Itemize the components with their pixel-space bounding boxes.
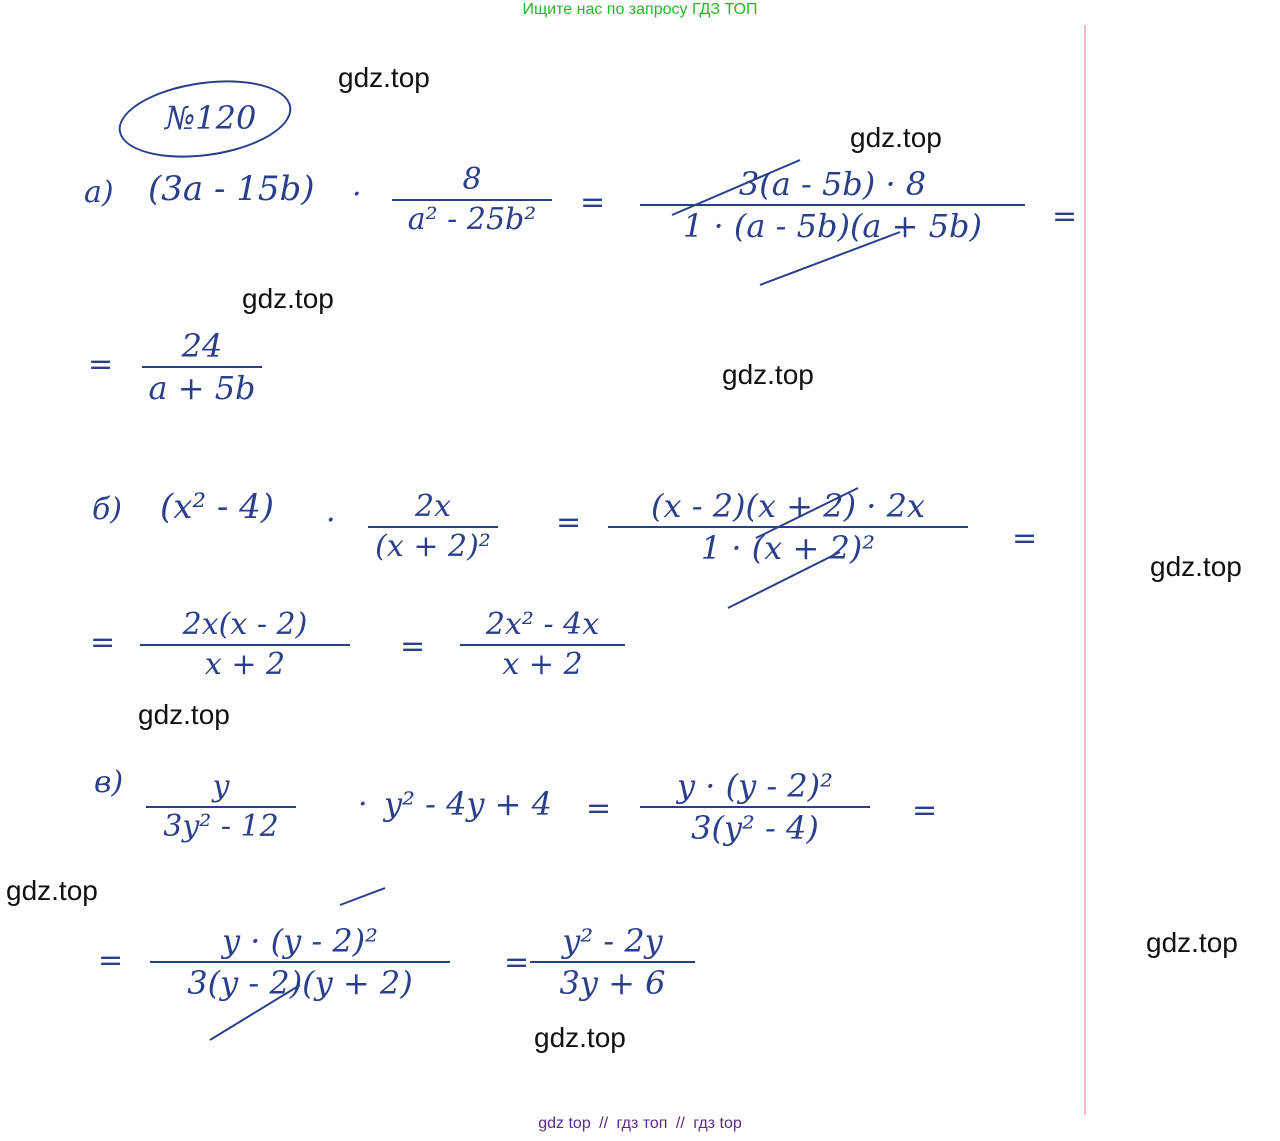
numerator: 24	[181, 327, 223, 365]
equals-sign: =	[586, 791, 612, 826]
cancel-stroke	[672, 160, 800, 215]
part-a-dot: ·	[352, 177, 362, 212]
footer-links	[0, 1115, 1280, 1133]
denominator: (x + 2)²	[375, 529, 491, 564]
watermark: gdz.top	[722, 359, 814, 390]
equals-sign: =	[98, 943, 124, 978]
part-b-dot: ·	[326, 503, 336, 538]
watermark: gdz.top	[242, 283, 334, 314]
equals-sign: =	[1052, 199, 1078, 234]
equals-sign: =	[912, 793, 938, 828]
part-a-factor: (3a - 15b)	[148, 169, 315, 209]
part-a-label: а)	[84, 175, 114, 210]
denominator: 1 · (x + 2)²	[700, 529, 876, 567]
equals-sign: =	[400, 629, 426, 664]
cancel-stroke	[728, 552, 840, 608]
equals-sign: =	[556, 505, 582, 540]
denominator: 3y² - 12	[163, 809, 279, 844]
numerator: y	[212, 769, 230, 804]
cancel-stroke	[210, 985, 300, 1040]
denominator: a + 5b	[148, 369, 256, 407]
part-b-label: б)	[92, 492, 123, 527]
watermark: gdz.top	[850, 122, 942, 153]
equals-sign: =	[90, 625, 116, 660]
numerator: 2x	[414, 489, 451, 524]
equals-sign: =	[580, 185, 606, 220]
watermark: gdz.top	[6, 875, 98, 906]
footer-link[interactable]: гдз top	[693, 1115, 742, 1132]
denominator: 3(y² - 4)	[691, 809, 819, 847]
part-c-dot: ·	[358, 787, 368, 822]
watermark: gdz.top	[1146, 927, 1238, 958]
footer-separator: //	[675, 1115, 685, 1132]
denominator: x + 2	[502, 647, 583, 682]
cancel-stroke	[756, 488, 858, 538]
denominator: 3(y - 2)(y + 2)	[187, 964, 413, 1002]
part-c-label: в)	[94, 765, 124, 800]
denominator: a² - 25b²	[407, 202, 537, 237]
denominator: 1 · (a - 5b)(a + 5b)	[683, 207, 982, 245]
footer-separator: //	[599, 1115, 609, 1132]
numerator: 2x(x - 2)	[182, 607, 308, 642]
numerator: 2x² - 4x	[485, 607, 600, 642]
footer-link[interactable]: гдз топ	[616, 1115, 668, 1132]
watermark: gdz.top	[138, 699, 230, 730]
equals-sign: =	[504, 945, 530, 980]
cancel-stroke	[760, 232, 900, 285]
watermark: gdz.top	[1150, 551, 1242, 582]
denominator: x + 2	[204, 647, 286, 682]
numerator: 3(a - 5b) · 8	[738, 165, 927, 203]
problem-number: №120	[165, 99, 257, 137]
numerator: (x - 2)(x + 2) · 2x	[651, 487, 925, 525]
numerator: y² - 2y	[562, 922, 663, 960]
numerator: y · (y - 2)²	[222, 922, 378, 960]
cancel-stroke	[340, 888, 385, 905]
numerator: 8	[462, 162, 482, 197]
part-b-factor: (x² - 4)	[160, 487, 275, 527]
denominator: 3y + 6	[559, 964, 666, 1002]
watermark: gdz.top	[534, 1022, 626, 1053]
search-banner: Ищите нас по запросу ГДЗ ТОП	[522, 1, 758, 18]
part-c-factor: y² - 4y + 4	[384, 785, 553, 823]
equals-sign: =	[1012, 521, 1038, 556]
numerator: y · (y - 2)²	[677, 767, 833, 805]
footer-link[interactable]: gdz top	[538, 1115, 591, 1132]
watermark: gdz.top	[338, 62, 430, 93]
equals-sign: =	[88, 347, 114, 382]
